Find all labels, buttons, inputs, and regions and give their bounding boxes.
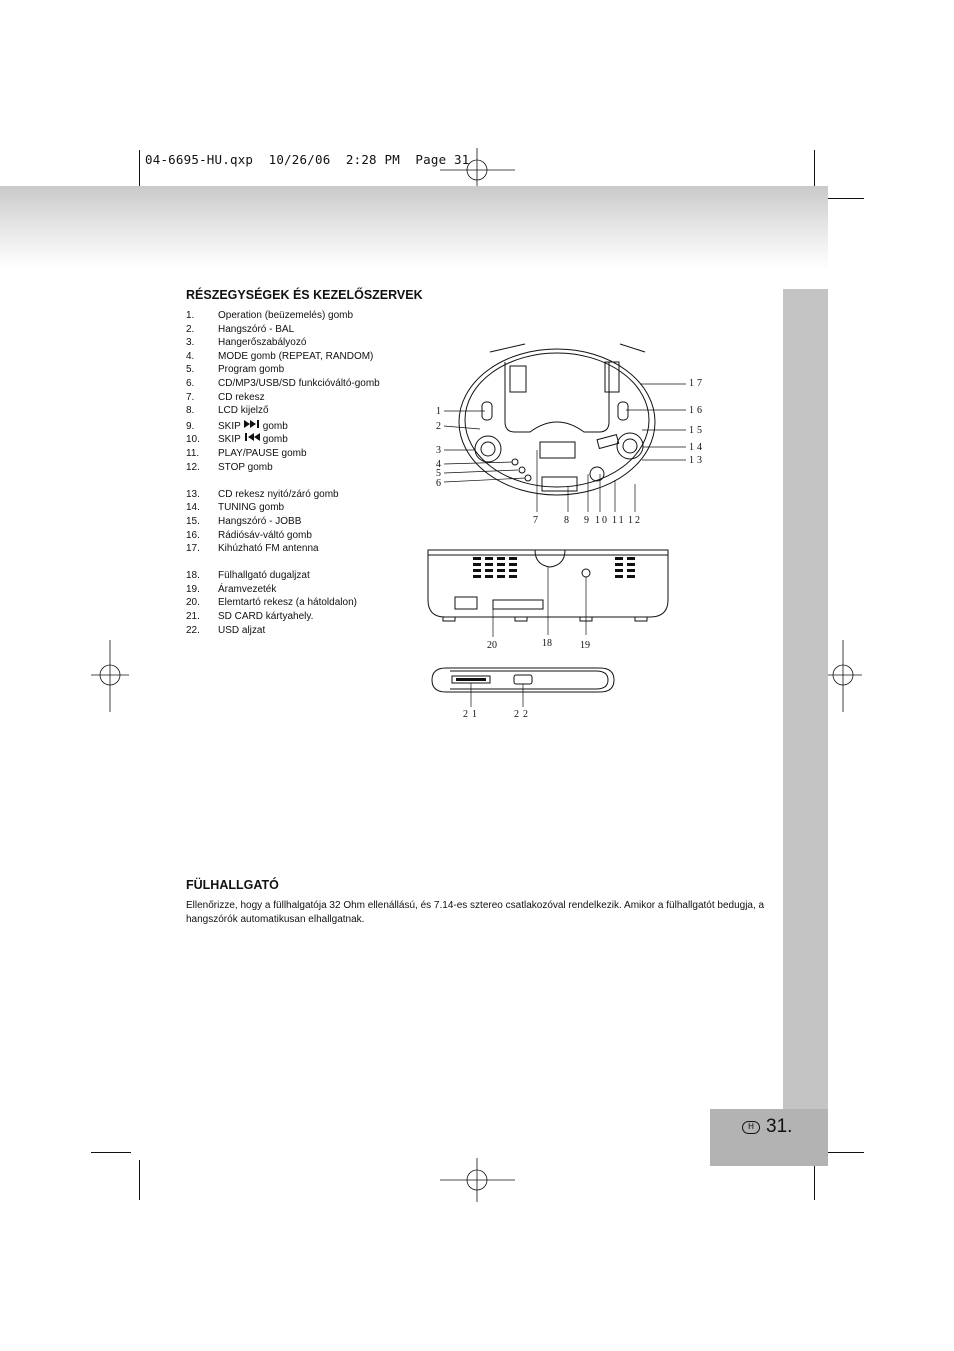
callout-label: 17 [689, 378, 705, 389]
list-item: 21. SD CARD kártyahely. [186, 611, 314, 623]
callout-label: 1 [436, 406, 441, 417]
header-band [0, 186, 828, 271]
list-item: 2. Hangszóró - BAL [186, 323, 295, 335]
callout-label: 5 [436, 468, 441, 479]
callout-label: 12 [628, 515, 642, 526]
callout-label: 7 [533, 515, 538, 526]
callout-label: 19 [580, 640, 590, 651]
callout-label: 3 [436, 445, 441, 456]
device-back-view-diagram [425, 545, 675, 655]
list-item: 18. Fülhallgató dugaljzat [186, 570, 310, 582]
skip-forward-icon [244, 420, 260, 428]
list-item: 8. LCD kijelző [186, 405, 269, 417]
skip-back-icon [244, 433, 260, 441]
list-item: 19. Áramvezeték [186, 583, 277, 595]
section-title-parts: RÉSZEGYSÉGEK ÉS KEZELŐSZERVEK [186, 288, 423, 302]
list-item: 17. Kihúzható FM antenna [186, 543, 319, 555]
callout-label: 15 [689, 425, 705, 436]
callout-label: 2 [436, 421, 441, 432]
list-item: 9. SKIP gomb [186, 420, 288, 432]
list-item: 20. Elemtartó rekesz (a hátoldalon) [186, 597, 357, 609]
page-number [742, 1116, 792, 1138]
device-side-view-diagram [428, 665, 628, 725]
list-item: 13. CD rekesz nyitó/záró gomb [186, 488, 339, 500]
list-item: 4. MODE gomb (REPEAT, RANDOM) [186, 350, 374, 362]
callout-label: 22 [514, 709, 532, 720]
list-item: 3. Hangerőszabályozó [186, 337, 307, 349]
section-title-headphones: FÜLHALLGATÓ [186, 878, 279, 892]
print-slug: 04-6695-HU.qxp 10/26/06 2:28 PM Page 31 [145, 152, 470, 167]
callout-label: 6 [436, 478, 441, 489]
callout-label: 18 [542, 638, 552, 649]
list-item: 10. SKIP gomb [186, 434, 288, 446]
callout-label: 11 [612, 515, 626, 526]
callout-label: 4 [436, 459, 441, 470]
list-item: 1. Operation (beüzemelés) gomb [186, 310, 354, 321]
list-item: 12. STOP gomb [186, 461, 273, 473]
callout-label: 10 [595, 515, 609, 526]
device-top-view-diagram [430, 332, 730, 532]
callout-label: 21 [463, 709, 481, 720]
headphones-paragraph: Ellenőrizze, hogy a füllhalgatója 32 Ohm ellenállású, és 7.14-es sztereo csatlakozóval rendelkezik. Amikor a fülhallgatót bedugja, a hangszórók automatikusan elhallgatnak. [186, 900, 765, 925]
list-item: 11. PLAY/PAUSE gomb [186, 447, 307, 459]
language-badge: H [742, 1121, 760, 1134]
callout-label: 13 [689, 455, 705, 466]
list-item: 15. Hangszóró - JOBB [186, 515, 302, 527]
list-item: 7. CD rekesz [186, 391, 265, 403]
callout-label: 20 [487, 640, 497, 651]
list-item: 5. Program gomb [186, 364, 285, 376]
list-item: 22. USD aljzat [186, 624, 266, 636]
callout-label: 8 [564, 515, 569, 526]
callout-label: 14 [689, 442, 705, 453]
list-item: 16. Rádiósáv-váltó gomb [186, 529, 312, 541]
list-item: 14. TUNING gomb [186, 502, 285, 514]
page-number-text: 31. [766, 1116, 793, 1137]
callout-label: 9 [584, 515, 589, 526]
list-item: 6. CD/MP3/USB/SD funkcióváltó-gomb [186, 377, 380, 389]
side-tab [783, 289, 828, 1109]
callout-label: 16 [689, 405, 705, 416]
parts-list [186, 309, 380, 637]
